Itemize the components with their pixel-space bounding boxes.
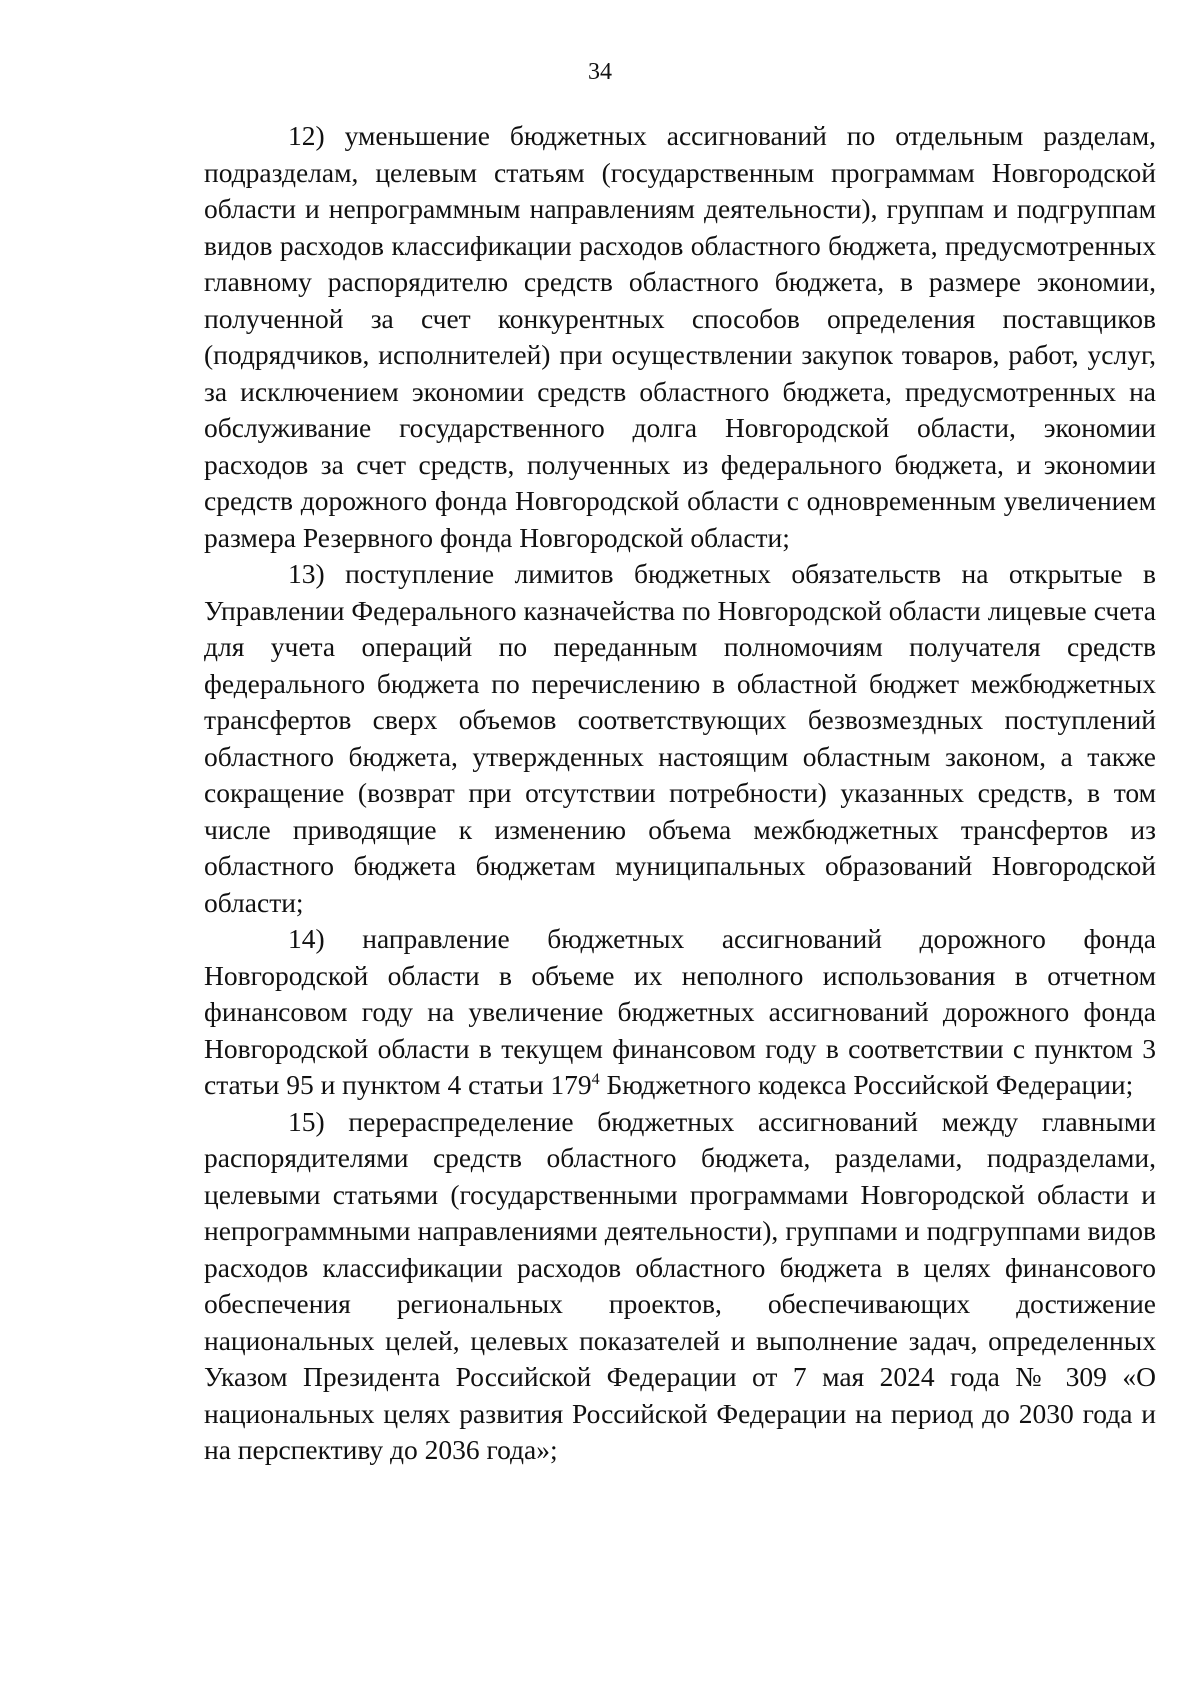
paragraph-item-14-text-before: 14) направление бюджетных ассигнований дорожного фонда Новгородской области в объеме их неполного использования в отчетном финансовом году на увеличение бюджетных ассигнований дорожного фонда Новгородской области в текущем финансовом году в соответствии с пунктом 3 статьи 95 и пунктом 4 статьи 179 xyxy=(204,923,1156,1100)
paragraph-item-13: 13) поступление лимитов бюджетных обязательств на открытые в Управлении Федерального казначейства по Новгородской области лицевые счета для учета операций по переданным полномочиям получателя средств федерального бюджета по перечислению в областной бюджет межбюджетных трансфертов сверх объемов соответствующих безвозмездных поступлений областного бюджета, утвержденных настоящим областным законом, а также сокращение (возврат при отсутствии потребности) указанных средств, в том числе приводящие к изменению объема межбюджетных трансфертов из областного бюджета бюджетам муниципальных образований Новгородской области; xyxy=(204,558,1156,918)
document-body xyxy=(204,118,1156,1469)
article-superscript: 4 xyxy=(591,1070,600,1088)
paragraph-item-14 xyxy=(204,921,1156,1104)
page-number: 34 xyxy=(588,59,612,85)
paragraph-item-14-text-after: Бюджетного кодекса Российской Федерации; xyxy=(599,1069,1134,1100)
paragraph-item-12: 12) уменьшение бюджетных ассигнований по отдельным разделам, подразделам, целевым статьям (государственным программам Новгородской области и непрограммным направлениям деятельности), группам и подгруппам видов расходов классификации расходов областного бюджета, предусмотренных главному распорядителю средств областного бюджета, в размере экономии, полученной за счет конкурентных способов определения поставщиков (подрядчиков, исполнителей) при осуществлении закупок товаров, работ, услуг, за исключением экономии средств областного бюджета, предусмотренных на обслуживание государственного долга Новгородской области, экономии расходов за счет средств, полученных из федерального бюджета, и экономии средств дорожного фонда Новгородской области с одновременным увеличением размера Резервного фонда Новгородской области; xyxy=(204,120,1156,553)
paragraph-item-15: 15) перераспределение бюджетных ассигнований между главными распорядителями средств областного бюджета, разделами, подразделами, целевыми статьями (государственными программами Новгородской области и непрограммными направлениями деятельности), группами и подгруппами видов расходов классификации расходов областного бюджета в целях финансового обеспечения региональных проектов, обеспечивающих достижение национальных целей, целевых показателей и выполнение задач, определенных Указом Президента Российской Федерации от 7 мая 2024 года № 309 «О национальных целях развития Российской Федерации на период до 2030 года и на перспективу до 2036 года»; xyxy=(204,1105,1156,1465)
